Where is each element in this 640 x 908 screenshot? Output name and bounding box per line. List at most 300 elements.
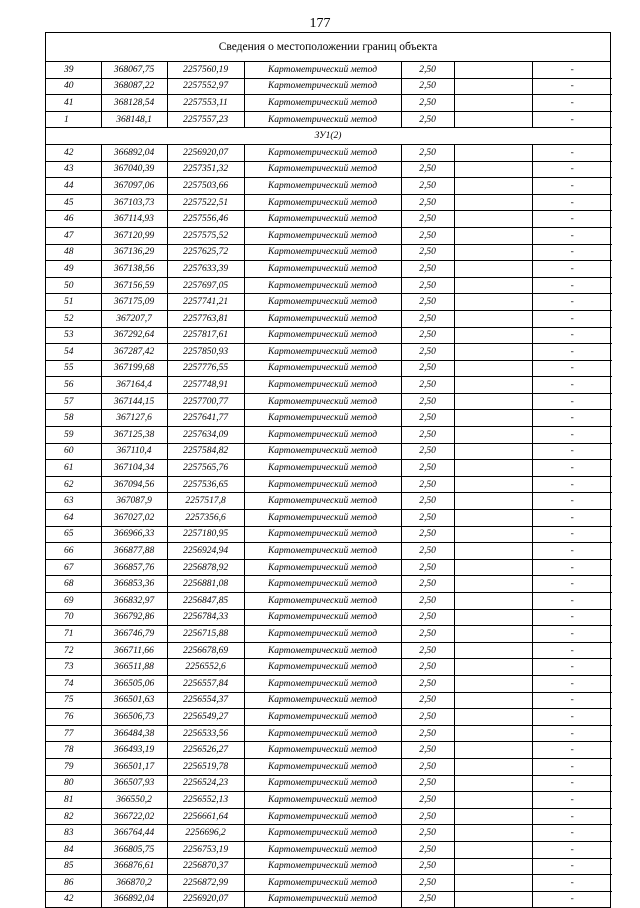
table-row xyxy=(46,841,612,858)
cell-point-number: 79 xyxy=(46,758,101,775)
cell-coord-y: 2256715,88 xyxy=(167,626,244,643)
cell-method: Картометрический метод xyxy=(244,344,401,361)
cell-point-number: 69 xyxy=(46,593,101,610)
table-row xyxy=(46,675,612,692)
cell-note: - xyxy=(532,443,612,460)
cell-note: - xyxy=(532,277,612,294)
cell-description xyxy=(454,775,532,792)
cell-point-number: 82 xyxy=(46,808,101,825)
cell-coord-x: 367114,93 xyxy=(101,211,167,228)
table-row xyxy=(46,742,612,759)
cell-method: Картометрический метод xyxy=(244,277,401,294)
cell-description xyxy=(454,327,532,344)
cell-point-number: 41 xyxy=(46,95,101,112)
cell-coord-y: 2257517,8 xyxy=(167,493,244,510)
cell-coord-x: 366511,88 xyxy=(101,659,167,676)
cell-description xyxy=(454,427,532,444)
cell-description xyxy=(454,476,532,493)
cell-point-number: 45 xyxy=(46,194,101,211)
cell-note: - xyxy=(532,858,612,875)
table-row xyxy=(46,792,612,809)
cell-coord-x: 367104,34 xyxy=(101,460,167,477)
cell-accuracy: 2,50 xyxy=(401,261,454,278)
cell-note: - xyxy=(532,725,612,742)
cell-accuracy: 2,50 xyxy=(401,841,454,858)
boundary-table-frame xyxy=(45,32,611,908)
cell-accuracy: 2,50 xyxy=(401,460,454,477)
cell-note: - xyxy=(532,559,612,576)
cell-accuracy: 2,50 xyxy=(401,609,454,626)
cell-note: - xyxy=(532,78,612,95)
cell-note: - xyxy=(532,758,612,775)
cell-method: Картометрический метод xyxy=(244,675,401,692)
cell-description xyxy=(454,808,532,825)
cell-method: Картометрический метод xyxy=(244,642,401,659)
cell-accuracy: 2,50 xyxy=(401,194,454,211)
cell-accuracy: 2,50 xyxy=(401,825,454,842)
cell-description xyxy=(454,211,532,228)
cell-coord-x: 367094,56 xyxy=(101,476,167,493)
cell-method: Картометрический метод xyxy=(244,95,401,112)
table-row xyxy=(46,194,612,211)
cell-coord-x: 367138,56 xyxy=(101,261,167,278)
cell-coord-y: 2256878,92 xyxy=(167,559,244,576)
cell-coord-y: 2256920,07 xyxy=(167,144,244,161)
cell-method: Картометрический метод xyxy=(244,161,401,178)
table-row xyxy=(46,144,612,161)
cell-note: - xyxy=(532,344,612,361)
cell-coord-y: 2257763,81 xyxy=(167,310,244,327)
cell-method: Картометрический метод xyxy=(244,227,401,244)
cell-accuracy: 2,50 xyxy=(401,111,454,128)
table-row xyxy=(46,344,612,361)
cell-coord-x: 366550,2 xyxy=(101,792,167,809)
cell-note: - xyxy=(532,626,612,643)
cell-description xyxy=(454,78,532,95)
table-title: Сведения о местоположении границ объекта xyxy=(46,33,610,62)
cell-coord-y: 2257850,93 xyxy=(167,344,244,361)
cell-coord-y: 2256526,27 xyxy=(167,742,244,759)
cell-note: - xyxy=(532,891,612,907)
cell-note: - xyxy=(532,294,612,311)
cell-method: Картометрический метод xyxy=(244,476,401,493)
cell-note: - xyxy=(532,476,612,493)
cell-method: Картометрический метод xyxy=(244,626,401,643)
cell-accuracy: 2,50 xyxy=(401,427,454,444)
cell-method: Картометрический метод xyxy=(244,775,401,792)
cell-coord-y: 2257536,65 xyxy=(167,476,244,493)
cell-accuracy: 2,50 xyxy=(401,543,454,560)
cell-coord-y: 2256552,6 xyxy=(167,659,244,676)
cell-description xyxy=(454,261,532,278)
cell-coord-y: 2257553,11 xyxy=(167,95,244,112)
cell-point-number: 47 xyxy=(46,227,101,244)
cell-method: Картометрический метод xyxy=(244,709,401,726)
cell-point-number: 57 xyxy=(46,393,101,410)
table-row xyxy=(46,294,612,311)
cell-description xyxy=(454,758,532,775)
cell-point-number: 74 xyxy=(46,675,101,692)
cell-note: - xyxy=(532,310,612,327)
cell-point-number: 76 xyxy=(46,709,101,726)
cell-note: - xyxy=(532,427,612,444)
cell-coord-x: 368067,75 xyxy=(101,62,167,78)
cell-point-number: 55 xyxy=(46,360,101,377)
cell-point-number: 40 xyxy=(46,78,101,95)
cell-coord-x: 366892,04 xyxy=(101,144,167,161)
cell-note: - xyxy=(532,742,612,759)
cell-method: Картометрический метод xyxy=(244,393,401,410)
cell-coord-x: 367087,9 xyxy=(101,493,167,510)
cell-coord-x: 366501,17 xyxy=(101,758,167,775)
cell-method: Картометрический метод xyxy=(244,78,401,95)
cell-description xyxy=(454,294,532,311)
cell-coord-y: 2257748,91 xyxy=(167,377,244,394)
cell-coord-y: 2257556,46 xyxy=(167,211,244,228)
cell-description xyxy=(454,244,532,261)
cell-method: Картометрический метод xyxy=(244,808,401,825)
table-row xyxy=(46,111,612,128)
cell-accuracy: 2,50 xyxy=(401,227,454,244)
cell-method: Картометрический метод xyxy=(244,742,401,759)
cell-coord-x: 366493,19 xyxy=(101,742,167,759)
cell-note: - xyxy=(532,393,612,410)
cell-method: Картометрический метод xyxy=(244,725,401,742)
cell-accuracy: 2,50 xyxy=(401,742,454,759)
cell-accuracy: 2,50 xyxy=(401,642,454,659)
table-row xyxy=(46,559,612,576)
cell-coord-y: 2257776,55 xyxy=(167,360,244,377)
cell-coord-x: 366711,66 xyxy=(101,642,167,659)
cell-coord-x: 367287,42 xyxy=(101,344,167,361)
cell-note: - xyxy=(532,659,612,676)
cell-point-number: 85 xyxy=(46,858,101,875)
cell-accuracy: 2,50 xyxy=(401,692,454,709)
cell-description xyxy=(454,692,532,709)
cell-coord-y: 2257697,05 xyxy=(167,277,244,294)
cell-point-number: 46 xyxy=(46,211,101,228)
table-row xyxy=(46,377,612,394)
cell-method: Картометрический метод xyxy=(244,875,401,892)
cell-coord-y: 2256554,37 xyxy=(167,692,244,709)
cell-accuracy: 2,50 xyxy=(401,576,454,593)
cell-point-number: 84 xyxy=(46,841,101,858)
cell-accuracy: 2,50 xyxy=(401,675,454,692)
cell-coord-y: 2257552,97 xyxy=(167,78,244,95)
cell-note: - xyxy=(532,576,612,593)
section-row xyxy=(46,128,612,145)
cell-note: - xyxy=(532,261,612,278)
cell-coord-y: 2256557,84 xyxy=(167,675,244,692)
cell-description xyxy=(454,443,532,460)
cell-coord-y: 2257641,77 xyxy=(167,410,244,427)
table-row xyxy=(46,493,612,510)
table-row xyxy=(46,393,612,410)
cell-coord-x: 367292,64 xyxy=(101,327,167,344)
cell-coord-x: 367040,39 xyxy=(101,161,167,178)
table-row xyxy=(46,211,612,228)
cell-note: - xyxy=(532,227,612,244)
cell-accuracy: 2,50 xyxy=(401,443,454,460)
cell-description xyxy=(454,410,532,427)
cell-coord-y: 2256533,56 xyxy=(167,725,244,742)
cell-point-number: 42 xyxy=(46,891,101,907)
cell-description xyxy=(454,194,532,211)
cell-point-number: 42 xyxy=(46,144,101,161)
cell-note: - xyxy=(532,775,612,792)
cell-coord-y: 2257575,52 xyxy=(167,227,244,244)
cell-method: Картометрический метод xyxy=(244,443,401,460)
table-row xyxy=(46,95,612,112)
table-row xyxy=(46,858,612,875)
cell-method: Картометрический метод xyxy=(244,758,401,775)
cell-note: - xyxy=(532,178,612,195)
cell-description xyxy=(454,742,532,759)
cell-point-number: 78 xyxy=(46,742,101,759)
cell-coord-y: 2257565,76 xyxy=(167,460,244,477)
cell-method: Картометрический метод xyxy=(244,310,401,327)
cell-accuracy: 2,50 xyxy=(401,758,454,775)
cell-coord-y: 2257503,66 xyxy=(167,178,244,195)
table-row xyxy=(46,543,612,560)
cell-point-number: 75 xyxy=(46,692,101,709)
table-row xyxy=(46,310,612,327)
cell-coord-x: 366892,04 xyxy=(101,891,167,907)
cell-coord-x: 368148,1 xyxy=(101,111,167,128)
cell-description xyxy=(454,626,532,643)
cell-point-number: 71 xyxy=(46,626,101,643)
cell-description xyxy=(454,675,532,692)
cell-method: Картометрический метод xyxy=(244,211,401,228)
cell-coord-y: 2256696,2 xyxy=(167,825,244,842)
cell-method: Картометрический метод xyxy=(244,659,401,676)
table-row xyxy=(46,277,612,294)
cell-point-number: 72 xyxy=(46,642,101,659)
cell-description xyxy=(454,111,532,128)
cell-coord-x: 367027,02 xyxy=(101,510,167,527)
cell-note: - xyxy=(532,377,612,394)
cell-note: - xyxy=(532,410,612,427)
cell-coord-x: 368128,54 xyxy=(101,95,167,112)
table-row xyxy=(46,227,612,244)
table-row xyxy=(46,410,612,427)
cell-point-number: 44 xyxy=(46,178,101,195)
cell-point-number: 58 xyxy=(46,410,101,427)
cell-coord-x: 367144,15 xyxy=(101,393,167,410)
cell-description xyxy=(454,360,532,377)
cell-point-number: 68 xyxy=(46,576,101,593)
table-row xyxy=(46,642,612,659)
cell-coord-y: 2256920,07 xyxy=(167,891,244,907)
cell-point-number: 67 xyxy=(46,559,101,576)
cell-method: Картометрический метод xyxy=(244,559,401,576)
cell-coord-x: 366792,86 xyxy=(101,609,167,626)
table-row xyxy=(46,443,612,460)
cell-note: - xyxy=(532,360,612,377)
table-row xyxy=(46,808,612,825)
table-row xyxy=(46,626,612,643)
cell-description xyxy=(454,310,532,327)
cell-description xyxy=(454,178,532,195)
table-row xyxy=(46,161,612,178)
cell-coord-y: 2256847,85 xyxy=(167,593,244,610)
cell-coord-y: 2257633,39 xyxy=(167,261,244,278)
cell-coord-x: 367127,6 xyxy=(101,410,167,427)
cell-coord-y: 2256784,33 xyxy=(167,609,244,626)
table-row xyxy=(46,593,612,610)
cell-coord-y: 2256678,69 xyxy=(167,642,244,659)
cell-accuracy: 2,50 xyxy=(401,144,454,161)
table-row xyxy=(46,327,612,344)
cell-point-number: 1 xyxy=(46,111,101,128)
cell-accuracy: 2,50 xyxy=(401,62,454,78)
table-row xyxy=(46,775,612,792)
table-row xyxy=(46,460,612,477)
cell-note: - xyxy=(532,144,612,161)
cell-coord-x: 366501,63 xyxy=(101,692,167,709)
cell-method: Картометрический метод xyxy=(244,111,401,128)
cell-coord-y: 2257351,32 xyxy=(167,161,244,178)
cell-coord-x: 367175,09 xyxy=(101,294,167,311)
cell-method: Картометрический метод xyxy=(244,792,401,809)
cell-accuracy: 2,50 xyxy=(401,626,454,643)
cell-method: Картометрический метод xyxy=(244,543,401,560)
table-row xyxy=(46,510,612,527)
coordinates-table xyxy=(46,62,612,907)
cell-method: Картометрический метод xyxy=(244,858,401,875)
cell-coord-y: 2257584,82 xyxy=(167,443,244,460)
table-row xyxy=(46,692,612,709)
cell-note: - xyxy=(532,709,612,726)
cell-note: - xyxy=(532,875,612,892)
cell-coord-x: 367207,7 xyxy=(101,310,167,327)
cell-coord-y: 2257817,61 xyxy=(167,327,244,344)
cell-coord-x: 367097,06 xyxy=(101,178,167,195)
table-row xyxy=(46,244,612,261)
cell-coord-y: 2256519,78 xyxy=(167,758,244,775)
table-row xyxy=(46,758,612,775)
table-row xyxy=(46,427,612,444)
cell-method: Картометрический метод xyxy=(244,593,401,610)
cell-coord-x: 367156,59 xyxy=(101,277,167,294)
cell-coord-x: 366853,36 xyxy=(101,576,167,593)
cell-note: - xyxy=(532,543,612,560)
cell-accuracy: 2,50 xyxy=(401,659,454,676)
table-row xyxy=(46,576,612,593)
cell-coord-y: 2257700,77 xyxy=(167,393,244,410)
cell-method: Картометрический метод xyxy=(244,377,401,394)
cell-coord-x: 366505,06 xyxy=(101,675,167,692)
cell-coord-x: 366764,44 xyxy=(101,825,167,842)
cell-accuracy: 2,50 xyxy=(401,875,454,892)
cell-description xyxy=(454,559,532,576)
cell-note: - xyxy=(532,841,612,858)
cell-coord-x: 367136,29 xyxy=(101,244,167,261)
cell-description xyxy=(454,725,532,742)
cell-point-number: 52 xyxy=(46,310,101,327)
cell-accuracy: 2,50 xyxy=(401,510,454,527)
cell-coord-x: 366876,61 xyxy=(101,858,167,875)
cell-accuracy: 2,50 xyxy=(401,393,454,410)
cell-method: Картометрический метод xyxy=(244,327,401,344)
cell-note: - xyxy=(532,95,612,112)
cell-description xyxy=(454,593,532,610)
cell-method: Картометрический метод xyxy=(244,244,401,261)
cell-description xyxy=(454,841,532,858)
page-number: 177 xyxy=(309,16,331,31)
cell-note: - xyxy=(532,675,612,692)
cell-accuracy: 2,50 xyxy=(401,327,454,344)
cell-point-number: 50 xyxy=(46,277,101,294)
cell-point-number: 63 xyxy=(46,493,101,510)
cell-point-number: 39 xyxy=(46,62,101,78)
section-label: ЗУ1(2) xyxy=(46,128,612,145)
cell-coord-x: 367103,73 xyxy=(101,194,167,211)
cell-description xyxy=(454,144,532,161)
cell-point-number: 61 xyxy=(46,460,101,477)
cell-accuracy: 2,50 xyxy=(401,244,454,261)
cell-coord-y: 2257356,6 xyxy=(167,510,244,527)
cell-note: - xyxy=(532,526,612,543)
cell-note: - xyxy=(532,825,612,842)
cell-description xyxy=(454,62,532,78)
cell-description xyxy=(454,543,532,560)
cell-note: - xyxy=(532,460,612,477)
cell-coord-x: 366722,02 xyxy=(101,808,167,825)
cell-coord-x: 366484,38 xyxy=(101,725,167,742)
cell-description xyxy=(454,460,532,477)
cell-method: Картометрический метод xyxy=(244,194,401,211)
cell-coord-y: 2257522,51 xyxy=(167,194,244,211)
cell-coord-y: 2257560,19 xyxy=(167,62,244,78)
cell-coord-y: 2257625,72 xyxy=(167,244,244,261)
cell-accuracy: 2,50 xyxy=(401,344,454,361)
cell-method: Картометрический метод xyxy=(244,510,401,527)
cell-note: - xyxy=(532,111,612,128)
cell-point-number: 81 xyxy=(46,792,101,809)
cell-point-number: 86 xyxy=(46,875,101,892)
table-row xyxy=(46,62,612,78)
cell-coord-y: 2257634,09 xyxy=(167,427,244,444)
cell-description xyxy=(454,493,532,510)
cell-description xyxy=(454,344,532,361)
cell-accuracy: 2,50 xyxy=(401,178,454,195)
cell-accuracy: 2,50 xyxy=(401,725,454,742)
cell-accuracy: 2,50 xyxy=(401,593,454,610)
cell-coord-y: 2256872,99 xyxy=(167,875,244,892)
cell-accuracy: 2,50 xyxy=(401,858,454,875)
cell-coord-y: 2256924,94 xyxy=(167,543,244,560)
cell-point-number: 53 xyxy=(46,327,101,344)
cell-note: - xyxy=(532,609,612,626)
cell-description xyxy=(454,277,532,294)
cell-note: - xyxy=(532,593,612,610)
cell-note: - xyxy=(532,194,612,211)
table-row xyxy=(46,476,612,493)
cell-accuracy: 2,50 xyxy=(401,95,454,112)
table-row xyxy=(46,825,612,842)
cell-description xyxy=(454,393,532,410)
cell-accuracy: 2,50 xyxy=(401,559,454,576)
cell-accuracy: 2,50 xyxy=(401,161,454,178)
cell-coord-y: 2256870,37 xyxy=(167,858,244,875)
cell-accuracy: 2,50 xyxy=(401,891,454,907)
cell-point-number: 66 xyxy=(46,543,101,560)
cell-accuracy: 2,50 xyxy=(401,360,454,377)
cell-point-number: 43 xyxy=(46,161,101,178)
cell-accuracy: 2,50 xyxy=(401,526,454,543)
cell-coord-x: 366870,2 xyxy=(101,875,167,892)
